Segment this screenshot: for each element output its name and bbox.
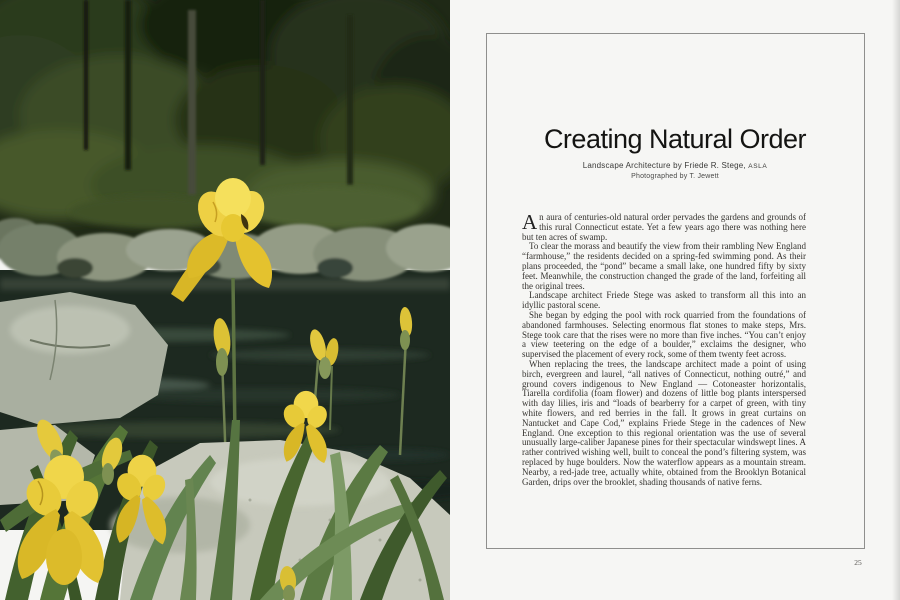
- paragraph: When replacing the trees, the landscape architect made a point of using birch, evergreen and laurel, “all natives of Connecticut, nothing outré,” and ground covers indigenous to New England — Cotoneaster horizontalis, Tiarella cordifolia (foam flower) and dozens of little bog plants interspersed with day lilies, iris and “loads of bearberry for a carpet of green, with tiny white flowers, and red berries in the fall. It grows in great curtains on Nantucket and Cape Cod,” explains Friede Stege in the cadences of New England. One exception to this regional orientation was the use of several unusually large-caliber Japanese pines for their spectacular windswept lines. A rather contrived wishing well, built to conceal the pond’s filtering system, was replaced by huge boulders. Now the waterflow appears as a mountain stream. Nearby, a red-jade tree, actually white, obtained from the Brooklyn Botanical Garden, drips over the brooklet, shading thousands of native ferns.: [522, 358, 806, 487]
- photo-credit: Photographed by T. Jewett: [631, 173, 719, 180]
- page-edge-shadow: [892, 0, 900, 600]
- paragraph: [522, 210, 806, 242]
- paragraph: To clear the morass and beautify the view from their rambling New England “farmhouse,” the residents decided on a spring-fed swimming pond. As their plans proceeded, the “pond” became a small lake, one hundred fifty by sixty feet. Meanwhile, the construction changed the grade of the land, forfeiting all the original trees.: [522, 241, 806, 291]
- byline: [490, 161, 860, 170]
- byline-credential: ASLA: [748, 163, 768, 170]
- article-page: [450, 0, 900, 600]
- page-number: 25: [854, 558, 862, 567]
- page-title: Creating Natural Order: [543, 124, 807, 154]
- article-body: [522, 210, 806, 487]
- paragraph: She began by edging the pool with rock quarried from the foundations of abandoned farmhouses. Selecting enormous flat stones to make steps, Mrs. Stege took care that the rises were no more than five inches. “You can’t enjoy a view teetering on the edge of a boulder,” exclaims the designer, who supervised the placement of every rock, some of them twenty feet across.: [522, 309, 806, 360]
- drop-cap: A: [522, 210, 538, 234]
- title-block: [490, 124, 860, 180]
- byline-text: Landscape Architecture by Friede R. Stege,: [582, 161, 746, 170]
- paragraph: Landscape architect Friede Stege was asked to transform all this into an idyllic pastoral scene.: [522, 290, 806, 311]
- paragraph-text: n aura of centuries-old natural order pervades the gardens and grounds of this rural Connecticut estate. Yet a few years ago there was nothing here but ten acres of swamp.: [522, 212, 806, 242]
